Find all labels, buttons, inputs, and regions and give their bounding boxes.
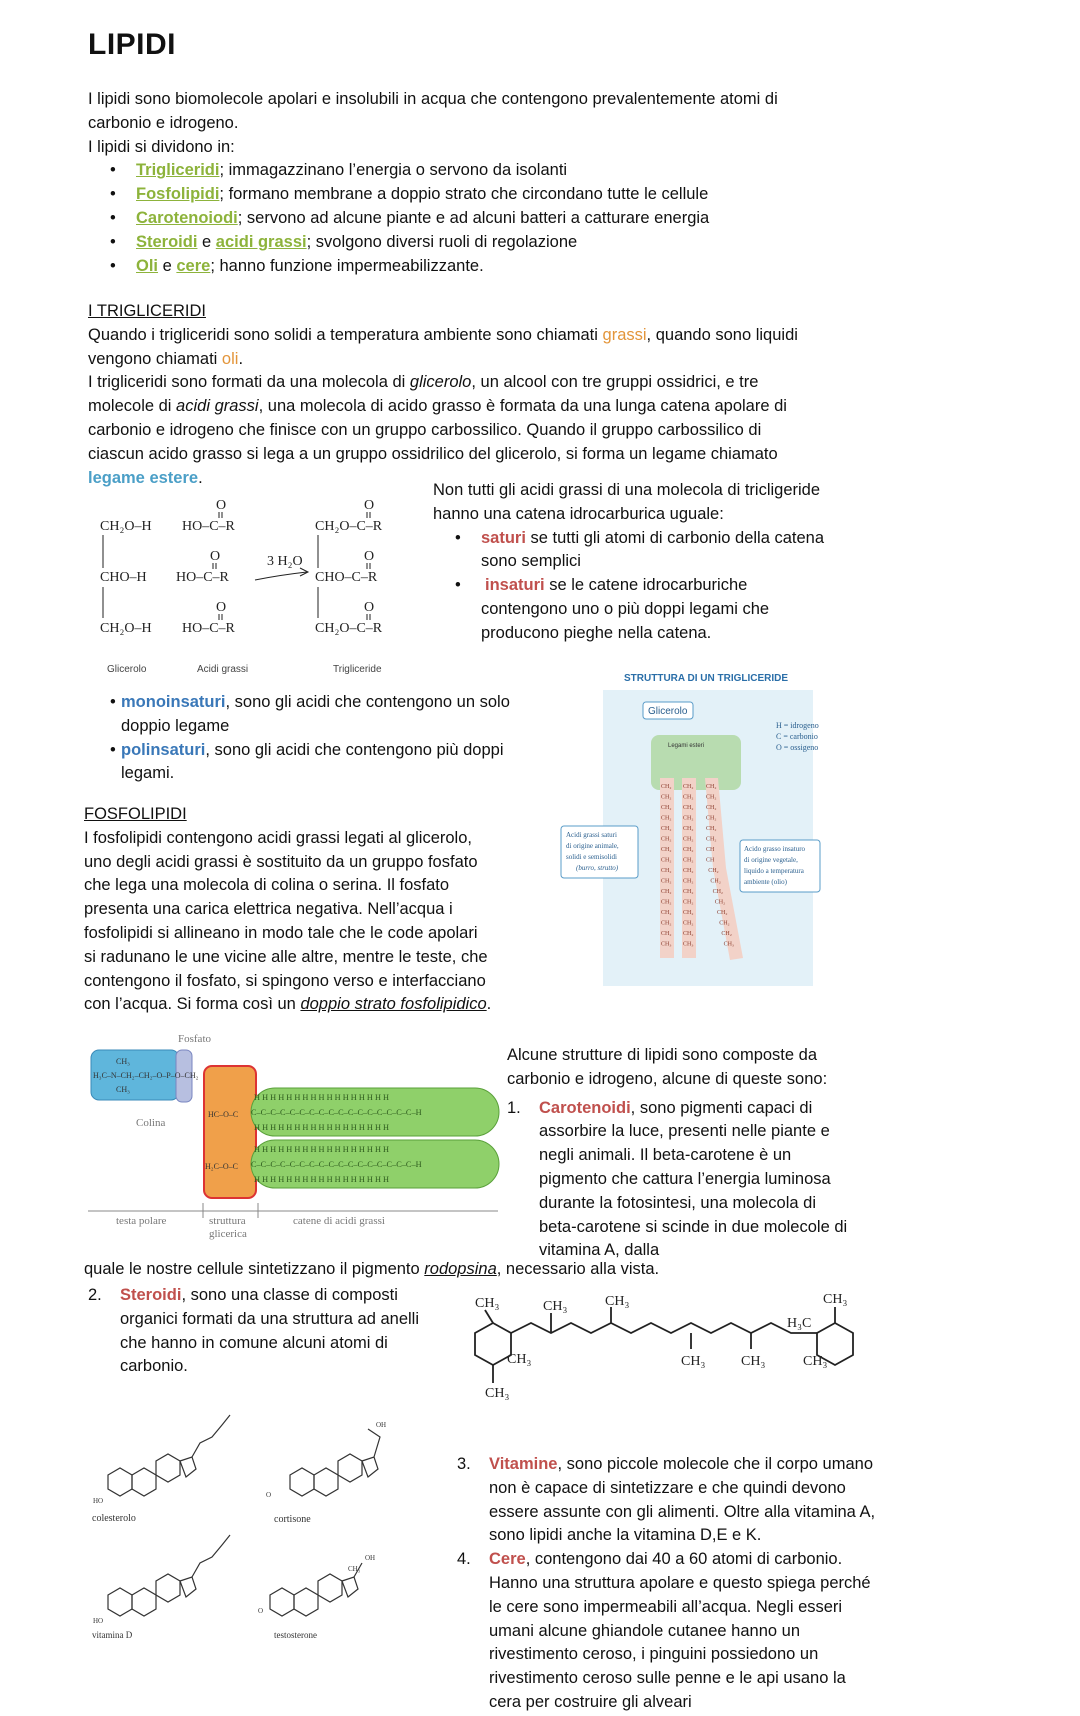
list-item [88, 231, 988, 255]
text-line: presenta una carica elettrica negativa. Nell’acqua i [84, 900, 453, 919]
chain-atom-label: CH₂ [683, 815, 694, 822]
formula: CH₃ [116, 1057, 130, 1066]
text-line: uno degli acidi grassi è sostituito da un gruppo fosfato [84, 852, 478, 871]
term: cere [176, 256, 211, 275]
term: Carotenoiodi [136, 208, 238, 227]
lipid-list [88, 159, 988, 278]
item-text: ; formano membrane a doppio strato che circondano tutte le cellule [219, 185, 709, 204]
formula: HO–C–R [176, 570, 229, 585]
keyword: acidi grassi [176, 397, 259, 416]
chain-atom-label: CH₂ [661, 910, 672, 916]
list-item [88, 183, 988, 207]
chain-atom-label: CH₃ [723, 941, 735, 948]
keyword: oli [221, 349, 239, 368]
text: , sono piccole molecole che il corpo umano [557, 1455, 873, 1473]
cortisone-structure [290, 1429, 380, 1496]
formula: CH₂O–H [100, 621, 152, 636]
label: Glicerolo [648, 706, 688, 717]
methyl-label: CH₃ [507, 1352, 532, 1367]
chain-text: H H H H H H H H H H H H H H H H H [254, 1093, 390, 1102]
text-line: hanno una catena idrocarburica uguale: [433, 504, 724, 523]
vitamins-waxes [457, 1453, 957, 1715]
caption: Glicerolo [107, 664, 147, 675]
list-item [457, 1548, 957, 1715]
text: molecole di [88, 397, 177, 416]
keyword: insaturi [485, 576, 545, 595]
chain-atom-label: CH₂ [683, 836, 694, 843]
text: . [486, 995, 492, 1014]
atom-label: O [266, 1491, 272, 1499]
label: di origine vegetale, [744, 856, 798, 864]
item-text: e [158, 256, 177, 275]
chain-atom-label: CH₂ [706, 826, 717, 832]
keyword: doppio strato fosfolipidico [300, 995, 487, 1014]
label: Acido grasso insaturo [744, 845, 806, 853]
term: Trigliceridi [136, 161, 220, 180]
list-item [433, 527, 853, 575]
chain-atom-label: CH₂ [721, 931, 732, 937]
chain-atom-label: CH₂ [661, 784, 672, 790]
keyword: Cere [489, 1550, 526, 1569]
keyword: Steroidi [120, 1286, 182, 1304]
term: Oli [136, 256, 159, 275]
text: carbonio. [120, 1357, 188, 1376]
formula: CH₃ [116, 1085, 130, 1094]
chain-atom-label: CH₂ [661, 815, 672, 822]
text: Quando i trigliceridi sono solidi a temperatura ambiente sono chiamati [88, 325, 603, 344]
text: , sono gli acidi che contengono un solo [225, 693, 510, 711]
item-number: 4. [457, 1550, 471, 1569]
text: . [198, 468, 203, 487]
atom-label: HO [93, 1617, 104, 1625]
triglyceride-structure-figure [548, 668, 858, 986]
chain-atom-label: CH₂ [683, 805, 694, 811]
molecule-caption: colesterolo [92, 1513, 136, 1524]
methyl-label: CH₃ [741, 1354, 766, 1369]
term: acidi grassi [215, 232, 307, 251]
chain-atom-label: CH₂ [661, 868, 672, 874]
list-item [88, 691, 548, 739]
item-text: ; svolgono diversi ruoli di regolazione [306, 232, 578, 251]
text: rivestimento ceroso sulle penne e le api usano la [489, 1669, 846, 1688]
label: catene di acidi grassi [293, 1215, 385, 1227]
text: sono lipidi anche la vitamina D,E e K. [489, 1526, 762, 1545]
text: I trigliceridi sono formati da una molecola di [88, 373, 410, 392]
text-line [88, 371, 988, 395]
chain-text: C–C–C–C–C–C–C–C–C–C–C–C–C–C–C–C–C–H [251, 1160, 422, 1169]
item-text: e [197, 232, 216, 251]
methyl-label: CH₃ [543, 1299, 568, 1314]
list-item [507, 1097, 947, 1264]
text-line: fosfolipidi si allineano in modo tale che le code apolari [84, 923, 478, 942]
text-line: Alcune strutture di lipidi sono composte da [507, 1046, 818, 1064]
chain-atom-label: CH₂ [661, 857, 672, 864]
page-title: LIPIDI [88, 28, 177, 61]
list-item [88, 159, 988, 183]
oxygen: O [364, 549, 375, 564]
unsaturated-types [88, 691, 548, 786]
atom-label: CH₃ [348, 1565, 361, 1573]
text: producono pieghe nella catena. [481, 623, 712, 642]
text: , quando sono liquidi [646, 325, 798, 344]
chain-atom-label: CH₂ [683, 920, 694, 927]
oxygen: O [216, 600, 227, 615]
atom-label: O [258, 1607, 264, 1615]
chain-atom-label: CH₂ [714, 899, 726, 906]
text: quale le nostre cellule sintetizzano il pigmento [84, 1260, 425, 1278]
chain-atom-label: CH [706, 847, 715, 853]
text: doppio legame [121, 716, 230, 735]
text: , necessario alla vista. [496, 1260, 660, 1278]
methyl-label: CH₃ [485, 1386, 510, 1401]
keyword: saturi [481, 528, 526, 547]
chain-atom-label: CH₂ [706, 784, 717, 790]
text-line: carbonio e idrogeno che finisce con un gruppo carbossilico. Quando il gruppo carbossilico di [88, 420, 762, 439]
chain-atom-label: CH₂ [706, 815, 717, 822]
text-line [84, 1258, 984, 1282]
text: legami. [121, 764, 175, 783]
other-lipids [507, 1044, 947, 1263]
intro [88, 88, 988, 278]
chain-atom-label: CH₂ [706, 836, 717, 843]
formula: H₃C–N–CH₂–CH₂–O–P–O–CH₂ [93, 1071, 199, 1080]
methyl-label: CH₃ [605, 1294, 630, 1309]
label: ambiente (olio) [744, 878, 787, 886]
text: , sono una classe di composti [181, 1286, 398, 1304]
chain-atom-label: CH₃ [683, 941, 694, 948]
legend: O = ossigeno [776, 743, 819, 752]
text: se tutti gli atomi di carbonio della catena [525, 528, 825, 547]
chain-atom-label: CH₂ [683, 857, 694, 864]
item-number: 3. [457, 1455, 471, 1473]
chain-atom-label: CH₂ [708, 868, 719, 874]
keyword: legame estere [88, 468, 199, 487]
label: testa polare [116, 1215, 167, 1227]
item-number: 1. [507, 1098, 521, 1117]
keyword: Vitamine [489, 1455, 558, 1473]
term: Fosfolipidi [136, 185, 220, 204]
text: , un alcool con tre gruppi ossidrici, e tre [471, 373, 759, 392]
intro-line: I lipidi si dividono in: [88, 137, 235, 156]
text-line: I fosfolipidi contengono acidi grassi legati al glicerolo, [84, 828, 472, 847]
item-text: ; servono ad alcune piante e ad alcuni batteri a catturare energia [237, 208, 710, 227]
text-line [88, 324, 988, 348]
text-line: si radunano le une vicine alle altre, mentre le teste, che [84, 947, 488, 966]
text: umani alcune ghiandole cutanee hanno un [489, 1621, 801, 1640]
text-line: contengono il fosfato, si spingono verso e interfacciano [84, 971, 486, 990]
glycerol-group [204, 1066, 256, 1198]
formula: CH₂O–H [100, 519, 152, 534]
label: Fosfato [178, 1033, 211, 1045]
atom-label: OH [376, 1421, 387, 1429]
formula: H₂C–O–C [205, 1162, 239, 1171]
text: , contengono dai 40 a 60 atomi di carbonio. [525, 1550, 843, 1569]
chain-atom-label: CH [706, 857, 715, 864]
item-number: 2. [88, 1286, 102, 1304]
text: rivestimento ceroso, i pinguini possiedono un [489, 1645, 819, 1664]
label: struttura [209, 1215, 246, 1227]
label: Acidi grassi saturi [566, 831, 617, 839]
oxygen: O [364, 498, 375, 513]
formula: CHO–H [100, 570, 147, 585]
text: , sono pigmenti capaci di [630, 1098, 813, 1117]
label: (burro, strutto) [576, 864, 619, 872]
chain-atom-label: CH₂ [706, 805, 717, 811]
atom-label: OH [365, 1554, 376, 1562]
methyl-label: CH₃ [475, 1296, 500, 1311]
term: Steroidi [136, 232, 198, 251]
chain-atom-label: CH₂ [661, 899, 672, 906]
section-heading: FOSFOLIPIDI [84, 805, 187, 823]
phospholipid-figure [88, 1028, 503, 1243]
label: Legami esteri [668, 743, 705, 749]
chain-atom-label: CH₂ [661, 836, 672, 843]
oxygen: O [364, 600, 375, 615]
chain-text: H H H H H H H H H H H H H H H H H [254, 1123, 390, 1132]
list-item [88, 207, 988, 231]
text: organici formati da una struttura ad anelli [120, 1309, 419, 1328]
label: solidi e semisolidi [566, 853, 617, 861]
esterification-diagram [95, 495, 420, 675]
chain-atom-label: CH₂ [683, 794, 694, 801]
chain-atom-label: CH₂ [683, 889, 694, 895]
text: cera per costruire gli alveari [489, 1692, 692, 1711]
chain-text: H H H H H H H H H H H H H H H H H [254, 1175, 390, 1184]
cholesterol-structure [108, 1415, 230, 1496]
text-line: che lega una molecola di colina o serina. Il fosfato [84, 876, 450, 895]
chain-atom-label: CH₂ [683, 868, 694, 874]
label: di origine animale, [566, 842, 619, 850]
label: glicerica [209, 1228, 247, 1240]
chain-atom-label: CH₂ [683, 878, 694, 885]
ring [475, 1323, 511, 1365]
fatty-acid-types [433, 479, 853, 646]
list-item [88, 739, 548, 787]
fosfo-section [84, 803, 544, 1017]
text: assorbire la luce, presenti nelle piante e [539, 1122, 830, 1141]
methyl-label: H₃C [787, 1316, 812, 1331]
keyword: monoinsaturi [121, 693, 226, 711]
chain-text: H H H H H H H H H H H H H H H H H [254, 1145, 390, 1154]
text: pigmento che cattura l’energia luminosa [539, 1169, 831, 1188]
chain-atom-label: CH₂ [712, 889, 724, 895]
caption: Trigliceride [333, 664, 382, 675]
label: liquido a temperatura [744, 867, 804, 875]
text: Hanno una struttura apolare e questo spiega perché [489, 1573, 871, 1592]
keyword: rodopsina [424, 1260, 497, 1278]
chain-atom-label: CH₂ [717, 910, 728, 916]
chain-atom-label: CH₂ [683, 826, 694, 832]
molecule-caption: vitamina D [92, 1630, 133, 1640]
intro-line: carbonio e idrogeno. [88, 113, 239, 132]
chain-atom-label: CH₂ [661, 847, 672, 853]
formula: CHO–C–R [315, 570, 378, 585]
text: vengono chiamati [88, 349, 222, 368]
chain-atom-label: CH₂ [661, 805, 672, 811]
text-line: carbonio e idrogeno, alcune di queste sono: [507, 1069, 828, 1088]
text-line [88, 395, 988, 419]
caption: Acidi grassi [197, 664, 249, 675]
text: beta-carotene si scinde in due molecole di [539, 1217, 848, 1236]
methyl-label: CH₃ [681, 1354, 706, 1369]
legend: C = carbonio [776, 732, 818, 741]
text: che hanno in comune alcuni atomi di [120, 1333, 388, 1352]
list-item [457, 1453, 957, 1548]
text-line: ciascun acido grasso si lega a un gruppo ossidrilico del glicerolo, si forma un legame chiamato [88, 444, 778, 463]
beta-carotene-structure [455, 1285, 880, 1410]
steroid-structures [90, 1385, 440, 1640]
text: . [238, 349, 244, 368]
chain-atom-label: CH₂ [661, 878, 672, 885]
chain-atom-label: CH₂ [661, 931, 672, 937]
vitamin-d-structure [108, 1535, 230, 1616]
chain-atom-label: CH₂ [661, 826, 672, 832]
chain-atom-label: CH₂ [683, 931, 694, 937]
section-heading: I TRIGLICERIDI [88, 302, 206, 320]
formula: HO–C–R [182, 519, 235, 534]
keyword: polinsaturi [121, 740, 206, 759]
text-line [84, 993, 544, 1017]
text: , una molecola di acido grasso è formata da una lunga catena apolare di [258, 397, 787, 416]
text: , sono gli acidi che contengono più doppi [205, 740, 504, 759]
item-text: ; immagazzinano l’energia o servono da isolanti [219, 161, 568, 180]
text: con l’acqua. Si forma così un [84, 995, 301, 1014]
text: contengono uno o più doppi legami che [481, 599, 770, 618]
chain-atom-label: CH₃ [661, 941, 672, 948]
text-line [88, 348, 988, 372]
chain-atom-label: CH₂ [683, 899, 694, 906]
text: non è capace di sintetizzare e che quindi devono [489, 1478, 846, 1497]
list-item [433, 574, 853, 645]
keyword: grassi [602, 325, 647, 344]
text: negli animali. Il beta-carotene è un [539, 1146, 792, 1165]
chain-text: C–C–C–C–C–C–C–C–C–C–C–C–C–C–C–C–C–H [251, 1108, 422, 1117]
text: durante la fotosintesi, una molecola di [539, 1193, 817, 1212]
chain-atom-label: CH₂ [661, 889, 672, 895]
text: vitamina A, dalla [539, 1241, 660, 1260]
intro-line: I lipidi sono biomolecole apolari e insolubili in acqua che contengono prevalentemente atomi di [88, 90, 778, 108]
text: essere assunte con gli alimenti. Oltre alla vitamina A, [489, 1502, 876, 1521]
list-item [88, 1284, 468, 1379]
methyl-label: CH₃ [803, 1354, 828, 1369]
keyword: glicerolo [409, 373, 472, 392]
molecule-caption: testosterone [274, 1630, 317, 1640]
chain-atom-label: CH₂ [683, 784, 694, 790]
steroid-item [88, 1284, 468, 1379]
text: le cere sono impermeabili all’acqua. Negli esseri [489, 1597, 843, 1616]
atom-label: HO [93, 1497, 104, 1505]
chain-atom-label: CH₂ [661, 794, 672, 801]
label: Colina [136, 1117, 166, 1129]
methyl-label: CH₃ [823, 1292, 848, 1307]
trig-section [88, 300, 988, 490]
oxygen: O [216, 498, 227, 513]
water-label: 3 H₂O [267, 554, 303, 569]
formula: HO–C–R [182, 621, 235, 636]
oxygen: O [210, 549, 221, 564]
figure-title: STRUTTURA DI UN TRIGLICERIDE [624, 673, 789, 684]
legend: H = idrogeno [776, 721, 819, 730]
formula: HC–O–C [208, 1110, 239, 1119]
chain-atom-label: CH₂ [683, 847, 694, 853]
chain-atom-label: CH₂ [683, 910, 694, 916]
text: sono semplici [481, 552, 581, 571]
formula: CH₂O–C–R [315, 519, 383, 534]
chain-atom-label: CH₂ [710, 878, 721, 885]
chain-atom-label: CH₂ [719, 920, 730, 927]
formula: CH₂O–C–R [315, 621, 383, 636]
chain-atom-label: CH₂ [661, 920, 672, 927]
molecule-caption: cortisone [274, 1514, 311, 1525]
list-item [88, 255, 988, 279]
text: se le catene idrocarburiche [544, 576, 748, 595]
item-text: ; hanno funzione impermeabilizzante. [210, 256, 484, 275]
keyword: Carotenoidi [539, 1098, 631, 1117]
polyene-chain [511, 1323, 817, 1333]
chain-atom-label: CH₂ [706, 794, 717, 801]
text-line: Non tutti gli acidi grassi di una molecola di tricligeride [433, 481, 821, 499]
